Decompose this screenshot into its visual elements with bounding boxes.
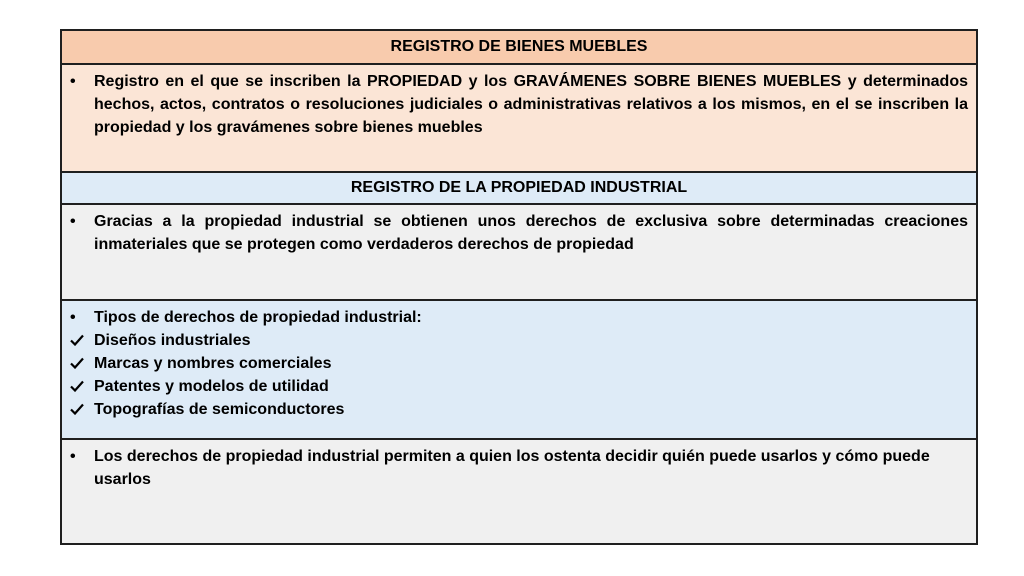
check-icon bbox=[70, 375, 94, 392]
cell-bienes-muebles bbox=[62, 65, 976, 173]
header-propiedad-industrial-text: REGISTRO DE LA PROPIEDAD INDUSTRIAL bbox=[350, 179, 688, 196]
tipo-topografias: Topografías de semiconductores bbox=[94, 401, 345, 418]
cell-propiedad-industrial bbox=[62, 205, 976, 301]
checklist-item bbox=[70, 329, 968, 352]
header-bienes-muebles bbox=[62, 31, 976, 65]
checklist-item bbox=[70, 352, 968, 375]
tipo-marcas: Marcas y nombres comerciales bbox=[94, 355, 332, 372]
check-icon bbox=[70, 398, 94, 415]
list-item bbox=[70, 210, 968, 256]
list-item bbox=[70, 445, 968, 491]
propiedad-industrial-description: Gracias a la propiedad industrial se obtienen unos derechos de exclusiva sobre determinadas creaciones inmateriales que se protegen como verdaderos derechos de propiedad bbox=[94, 213, 968, 253]
checklist-item bbox=[70, 375, 968, 398]
bullet-icon: • bbox=[70, 73, 76, 90]
bullet-icon: • bbox=[70, 309, 76, 326]
checklist-item bbox=[70, 398, 968, 421]
bullet-icon: • bbox=[70, 448, 76, 465]
bienes-muebles-description: Registro en el que se inscriben la PROPIEDAD y los GRAVÁMENES SOBRE BIENES MUEBLES y determinados hechos, actos, contratos o resoluciones judiciales o administrativas relativos a los mismos, en el se inscriben la propiedad y los gravámenes sobre bienes muebles bbox=[94, 73, 968, 136]
list-item bbox=[70, 306, 968, 329]
cell-closing bbox=[62, 440, 976, 543]
bullet-icon: • bbox=[70, 213, 76, 230]
cell-tipos-derechos bbox=[62, 301, 976, 440]
tipo-diseños: Diseños industriales bbox=[94, 332, 251, 349]
tipos-intro: Tipos de derechos de propiedad industrial: bbox=[94, 309, 422, 326]
closing-statement: Los derechos de propiedad industrial permiten a quien los ostenta decidir quién puede usarlos y cómo puede usarlos bbox=[94, 448, 930, 488]
header-propiedad-industrial bbox=[62, 173, 976, 205]
check-icon bbox=[70, 329, 94, 346]
header-bienes-muebles-text: REGISTRO DE BIENES MUEBLES bbox=[390, 38, 648, 55]
list-item bbox=[70, 70, 968, 139]
info-table bbox=[60, 29, 978, 545]
check-icon bbox=[70, 352, 94, 369]
tipo-patentes: Patentes y modelos de utilidad bbox=[94, 378, 329, 395]
